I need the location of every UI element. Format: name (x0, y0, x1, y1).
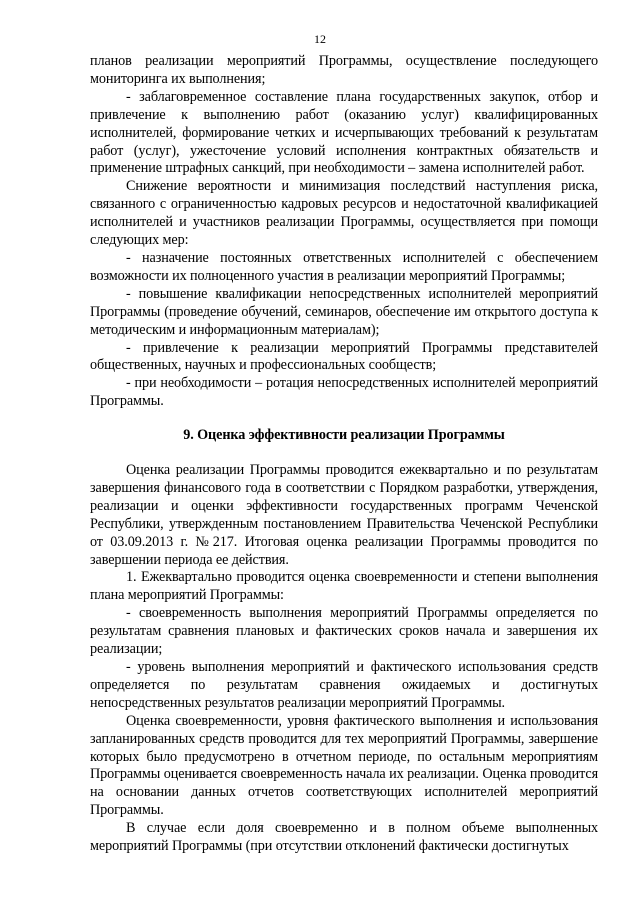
paragraph: 1. Ежеквартально проводится оценка своевременности и степени выполнения плана мероприятий Программы: (90, 569, 598, 604)
paragraph: - назначение постоянных ответственных исполнителей с обеспечением возможности их полноценного участия в реализации мероприятий Программы; (90, 249, 598, 284)
paragraph: планов реализации мероприятий Программы, осуществление последующего мониторинга их выполнения; (90, 53, 598, 87)
paragraph: - привлечение к реализации мероприятий Программы представителей общественных, научных и профессиональных сообществ; (90, 339, 598, 374)
paragraph: В случае если доля своевременно и в полном объеме выполненных мероприятий Программы (при отсутствии отклонений фактически достигнутых (90, 820, 598, 855)
paragraph: - заблаговременное составление плана государственных закупок, отбор и привлечение к выполнению работ (оказанию услуг) квалифицированных исполнителей, формирование четких и исчерпывающих требований к результатам работ (услуг), ужесточение условий исполнения контрактных обязательств и применение штрафных санкций, при необходимости – замена исполнителей работ. (90, 88, 598, 177)
paragraph: Оценка реализации Программы проводится ежеквартально и по результатам завершения финансового года в соответствии с Порядком разработки, утверждения, реализации и оценки эффективности государственных программ Чеченской Республики, утвержденным постановлением Правительства Чеченской Республики от 03.09.2013 г. №217. Итоговая оценка реализации Программы проводится по завершении периода ее действия. (90, 462, 598, 568)
page-number: 12 (314, 32, 326, 46)
section-heading: 9. Оценка эффективности реализации Программы (183, 427, 505, 444)
paragraph: - своевременность выполнения мероприятий Программы определяется по результатам сравнения плановых и фактических сроков начала и завершения их реализации; (90, 605, 598, 658)
paragraph: - при необходимости – ротация непосредственных исполнителей мероприятий Программы. (90, 375, 598, 410)
paragraph: - повышение квалификации непосредственных исполнителей мероприятий Программы (проведение обучений, семинаров, обеспечение им открытого доступа к методическим и информационным материалам); (90, 285, 598, 338)
paragraph: Снижение вероятности и минимизация последствий наступления риска, связанного с ограниченностью кадровых ресурсов и недостаточной квалификацией исполнителей и участников реализации Программы, осуществляется при помощи следующих мер: (90, 178, 598, 249)
paragraph: Оценка своевременности, уровня фактического выполнения и использования запланированных средств проводится для тех мероприятий Программы, завершение которых было предусмотрено в отчетном периоде, по остальным мероприятиям Программы оценивается своевременность начала их реализации. Оценка проводится на основании данных отчетов соответствующих исполнителей мероприятий Программы. (90, 712, 598, 819)
paragraph: - уровень выполнения мероприятий и фактического использования средств определяется по результатам сравнения ожидаемых и достигнутых непосредственных результатов реализации мероприятий Программы. (90, 659, 598, 711)
document-body (90, 53, 598, 856)
